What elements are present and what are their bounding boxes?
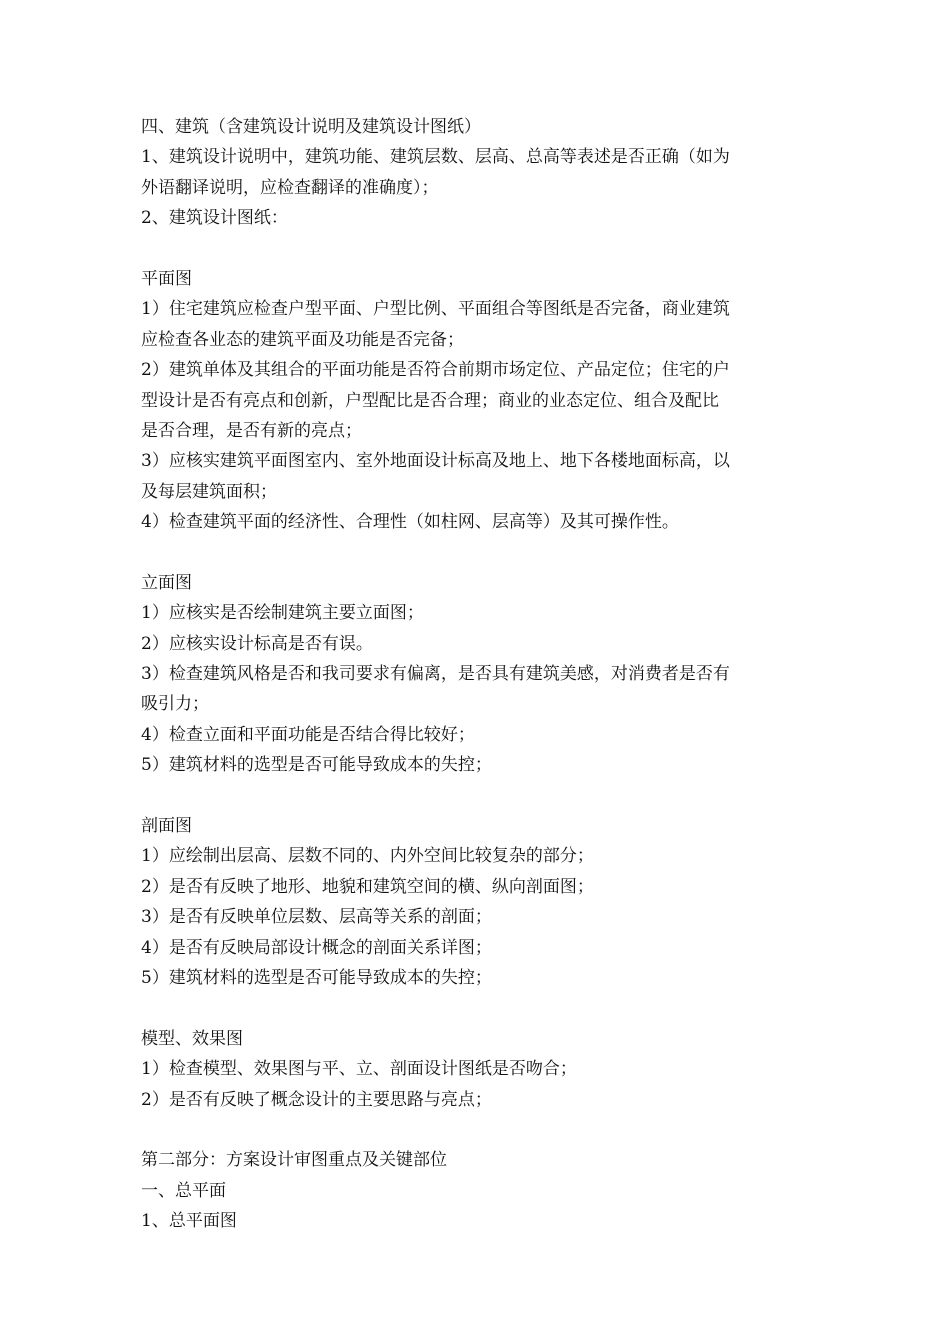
text-line: 1）应核实是否绘制建筑主要立面图； [141, 603, 424, 624]
text-line: 5）建筑材料的选型是否可能导致成本的失控； [141, 967, 492, 988]
subsection-heading-elevation: 立面图 [141, 572, 192, 593]
blank-line [141, 781, 811, 811]
subsection-heading-model: 模型、效果图 [141, 1028, 243, 1049]
text-line: 1）检查模型、效果图与平、立、剖面设计图纸是否吻合； [141, 1059, 577, 1080]
text-line: 4）是否有反映局部设计概念的剖面关系详图； [141, 937, 492, 958]
part-heading: 第二部分：方案设计审图重点及关键部位 [141, 1150, 447, 1171]
text-line: 5）建筑材料的选型是否可能导致成本的失控； [141, 755, 492, 776]
blank-line [141, 234, 811, 264]
text-line: 2）应核实设计标高是否有误。 [141, 633, 373, 654]
text-line: 2）是否有反映了概念设计的主要思路与亮点； [141, 1089, 492, 1110]
text-line: 1、建筑设计说明中，建筑功能、建筑层数、层高、总高等表述是否正确（如为 [141, 147, 730, 168]
section-heading: 四、建筑（含建筑设计说明及建筑设计图纸） [141, 117, 481, 137]
subsection-heading-plan: 平面图 [141, 268, 192, 289]
text-line: 2、建筑设计图纸： [141, 208, 288, 229]
blank-line [141, 1115, 811, 1145]
blank-line [141, 537, 811, 567]
subsection-heading-section: 剖面图 [141, 815, 192, 836]
text-line: 3）是否有反映单位层数、层高等关系的剖面； [141, 907, 492, 928]
text-line: 型设计是否有亮点和创新，户型配比是否合理；商业的业态定位、组合及配比 [141, 390, 719, 411]
text-line: 应检查各业态的建筑平面及功能是否完备； [141, 329, 464, 350]
text-line: 3）检查建筑风格是否和我司要求有偏离，是否具有建筑美感，对消费者是否有 [141, 664, 730, 685]
blank-line [141, 993, 811, 1023]
text-line: 2）是否有反映了地形、地貌和建筑空间的横、纵向剖面图； [141, 876, 594, 897]
text-line: 4）检查立面和平面功能是否结合得比较好； [141, 724, 475, 745]
text-line: 吸引力； [141, 694, 209, 715]
section-heading: 一、总平面 [141, 1180, 226, 1201]
text-line: 1、总平面图 [141, 1211, 237, 1232]
text-line: 4）检查建筑平面的经济性、合理性（如柱网、层高等）及其可操作性。 [141, 512, 679, 533]
text-line: 3）应核实建筑平面图室内、室外地面设计标高及地上、地下各楼地面标高，以 [141, 451, 730, 472]
document-body [141, 112, 811, 1236]
text-line: 1）住宅建筑应检查户型平面、户型比例、平面组合等图纸是否完备，商业建筑 [141, 299, 730, 320]
text-line: 2）建筑单体及其组合的平面功能是否符合前期市场定位、产品定位；住宅的户 [141, 360, 730, 381]
text-line: 外语翻译说明，应检查翻译的准确度）； [141, 177, 439, 198]
text-line: 是否合理，是否有新的亮点； [141, 420, 362, 441]
text-line: 1）应绘制出层高、层数不同的、内外空间比较复杂的部分； [141, 846, 594, 867]
text-line: 及每层建筑面积； [141, 481, 277, 502]
